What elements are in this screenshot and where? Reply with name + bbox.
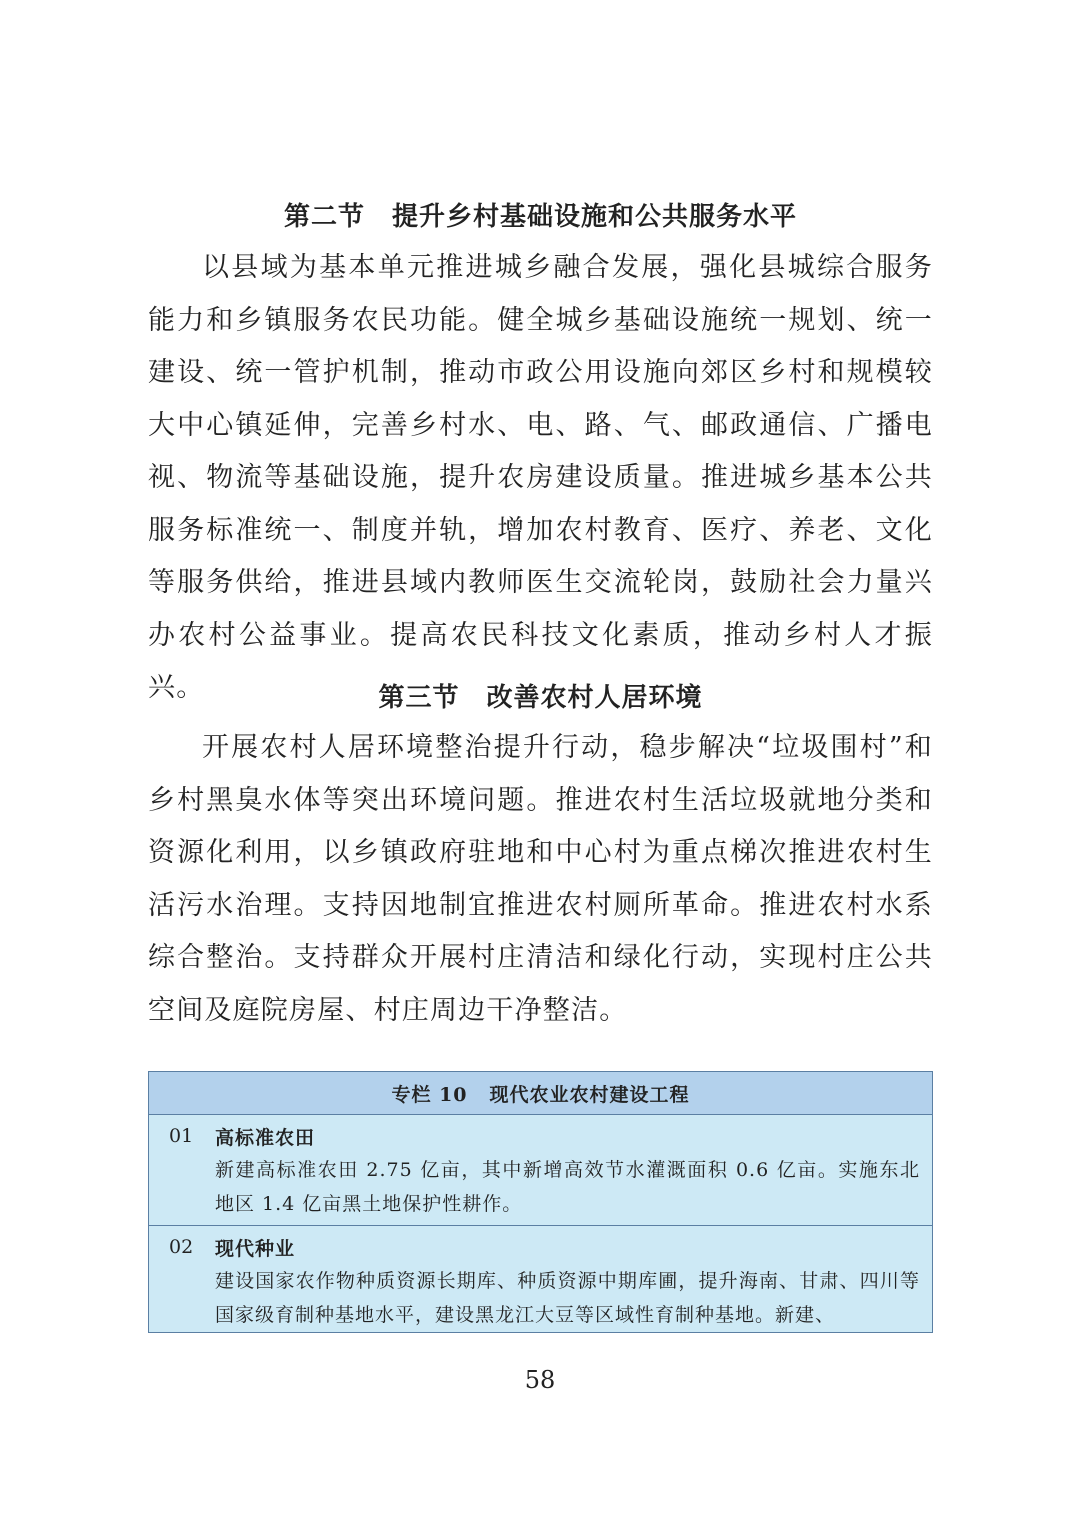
item-body: 建设国家农作物种质资源长期库、种质资源中期库圃，提升海南、甘肃、四川等国家级育制种基地水平，建设黑龙江大豆等区域性育制种基地。新建、 [215, 1270, 920, 1326]
page-number: 58 [524, 1366, 556, 1394]
panel-title: 现代农业农村建设工程 [489, 1083, 690, 1106]
item-number: 02 [169, 1236, 194, 1258]
panel-label: 专栏 10 [391, 1083, 468, 1106]
section-heading-2: 第二节 提升乡村基础设施和公共服务水平 [283, 202, 797, 232]
section-2-paragraph: 以县域为基本单元推进城乡融合发展，强化县城综合服务能力和乡镇服务农民功能。健全城乡基础设施统一规划、统一建设、统一管护机制，推动市政公用设施向郊区乡村和规模较大中心镇延伸，完善乡村水、电、路、气、邮政通信、广播电视、物流等基础设施，提升农房建设质量。推进城乡基本公共服务标准统一、制度并轨，增加农村教育、医疗、养老、文化等服务供给，推进县域内教师医生交流轮岗，鼓励社会力量兴办农村公益事业。提高农民科技文化素质，推动乡村人才振兴。 [148, 252, 933, 703]
item-body: 新建高标准农田 2.75 亿亩，其中新增高效节水灌溉面积 0.6 亿亩。实施东北地区 1.4 亿亩黑土地保护性耕作。 [215, 1159, 920, 1215]
section-heading-3: 第三节 改善农村人居环境 [378, 683, 703, 713]
item-title: 现代种业 [215, 1238, 296, 1260]
item-title: 高标准农田 [215, 1127, 316, 1149]
item-number: 01 [169, 1125, 194, 1147]
panel-item [149, 1115, 932, 1225]
panel-header [149, 1072, 932, 1115]
feature-panel [148, 1071, 933, 1333]
panel-item [149, 1225, 932, 1332]
section-3-paragraph: 开展农村人居环境整治提升行动，稳步解决“垃圾围村”和乡村黑臭水体等突出环境问题。推进农村生活垃圾就地分类和资源化利用，以乡镇政府驻地和中心村为重点梯次推进农村生活污水治理。支持因地制宜推进农村厕所革命。推进农村水系综合整治。支持群众开展村庄清洁和绿化行动，实现村庄公共空间及庭院房屋、村庄周边干净整洁。 [148, 732, 933, 1026]
